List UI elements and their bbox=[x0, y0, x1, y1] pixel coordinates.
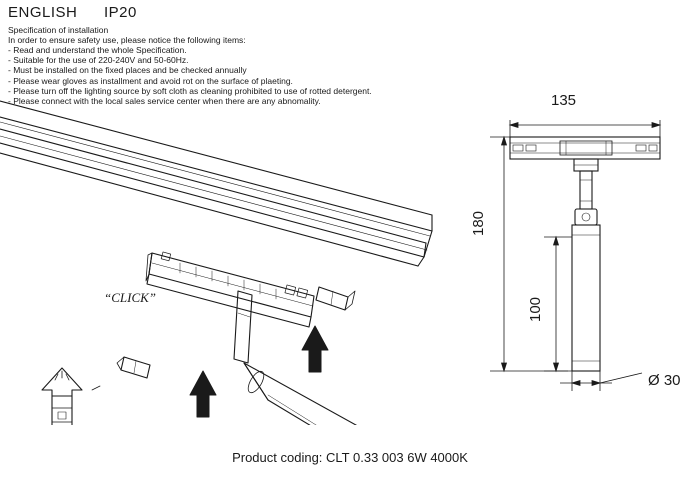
cylinder-body-elevation bbox=[572, 225, 600, 371]
knuckle-joint bbox=[575, 209, 597, 225]
magnet-click-symbol bbox=[42, 368, 82, 425]
spot-head-cylinder bbox=[244, 363, 407, 425]
track-rail bbox=[0, 101, 432, 266]
luminaire-stem bbox=[234, 291, 252, 363]
spec-item: - Must be installed on the fixed places and be checked annually bbox=[8, 65, 247, 76]
connector-piece-right bbox=[316, 287, 355, 310]
spec-intro: In order to ensure safety use, please notice the following items: bbox=[8, 35, 246, 45]
dimension-label-width: 135 bbox=[551, 92, 577, 109]
adapter-block bbox=[574, 159, 598, 171]
click-leader bbox=[92, 386, 100, 390]
track-rail-elevation bbox=[510, 137, 660, 159]
dimensioned-technical-drawing bbox=[460, 85, 700, 415]
language-label: ENGLISH bbox=[8, 4, 78, 21]
dimension-label-diameter: Ø 30 bbox=[648, 372, 681, 389]
spec-item: - Suitable for the use of 220-240V and 50-60Hz. bbox=[8, 55, 189, 66]
spec-title: Specification of installation bbox=[8, 25, 109, 35]
connector-piece-left bbox=[117, 357, 150, 378]
spec-item: - Read and understand the whole Specification. bbox=[8, 45, 187, 55]
dimension-diameter-30 bbox=[560, 371, 642, 391]
luminaire-module-body bbox=[146, 252, 314, 327]
ip-rating-label: IP20 bbox=[104, 4, 137, 21]
dimension-label-height: 180 bbox=[470, 210, 487, 236]
click-label: “CLICK” bbox=[104, 290, 157, 305]
stem-elevation bbox=[580, 171, 592, 209]
spec-item: - Please turn off the lighting source by soft cloth as cleaning prohibited to use of rotted detergent. bbox=[8, 85, 372, 96]
installation-perspective-drawing bbox=[0, 95, 460, 425]
dimension-body-100 bbox=[544, 237, 572, 371]
insertion-arrow-left bbox=[190, 371, 216, 417]
spec-item: - Please connect with the local sales service center when there are any abnomality. bbox=[8, 96, 321, 107]
product-coding-label: Product coding: CLT 0.33 003 6W 4000K bbox=[232, 450, 468, 465]
insertion-arrow-right bbox=[302, 326, 328, 372]
spec-item: - Please wear gloves as installment and avoid rot on the surface of plaeting. bbox=[8, 75, 293, 86]
dimension-label-body-length: 100 bbox=[527, 296, 544, 322]
